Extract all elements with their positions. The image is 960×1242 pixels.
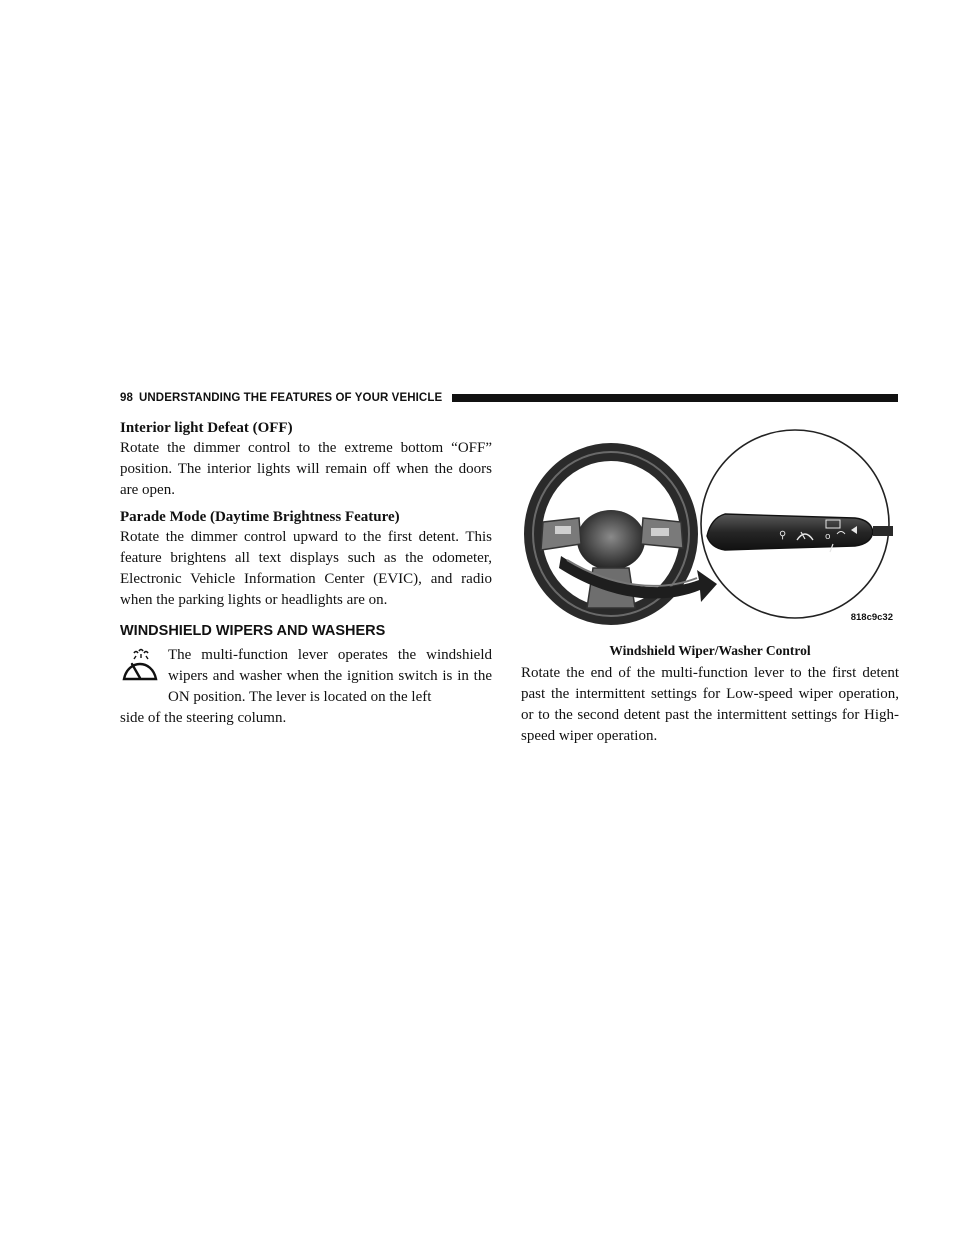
wiper-control-figure bbox=[521, 418, 899, 640]
parade-mode-heading: Parade Mode (Daytime Brightness Feature) bbox=[120, 509, 400, 525]
interior-light-heading: Interior light Defeat (OFF) bbox=[120, 420, 293, 436]
svg-text:o: o bbox=[825, 532, 831, 542]
svg-text:⚲: ⚲ bbox=[779, 530, 787, 541]
windshield-wiper-icon bbox=[120, 645, 160, 685]
figure-caption: Windshield Wiper/Washer Control bbox=[609, 643, 811, 658]
steering-wheel-lever-illustration bbox=[521, 418, 899, 640]
left-column bbox=[120, 418, 492, 729]
rotate-lever-text: Rotate the end of the multi-function lever to the first detent past the intermittent settings for Low-speed wiper operation, or to the second detent past the intermittent settings for High-speed wiper operation. bbox=[521, 665, 899, 744]
wipers-intro bbox=[120, 645, 492, 708]
header-rule bbox=[452, 394, 898, 402]
figure-id: 818c9c32 bbox=[850, 612, 893, 623]
interior-light-text: Rotate the dimmer control to the extreme bottom “OFF” position. The interior lights will remain off when the doors are open. bbox=[120, 440, 492, 498]
parade-mode-text: Rotate the dimmer control upward to the first detent. This feature brightens all text displays such as the odometer, Electronic Vehicle Information Center (EVIC), and radio when the parking lights or headlights are on. bbox=[120, 529, 492, 608]
wipers-text-tail: side of the steering column. bbox=[120, 710, 287, 726]
right-column bbox=[521, 418, 899, 747]
section-title: UNDERSTANDING THE FEATURES OF YOUR VEHICLE bbox=[139, 392, 443, 404]
wipers-text-indented: The multi-function lever operates the windshield wipers and washer when the ignition switch is in the ON position. The lever is located on the left bbox=[168, 647, 492, 705]
wipers-section-heading: WINDSHIELD WIPERS AND WASHERS bbox=[120, 623, 386, 639]
page-number: 98 bbox=[120, 392, 133, 404]
page-header bbox=[120, 390, 898, 406]
